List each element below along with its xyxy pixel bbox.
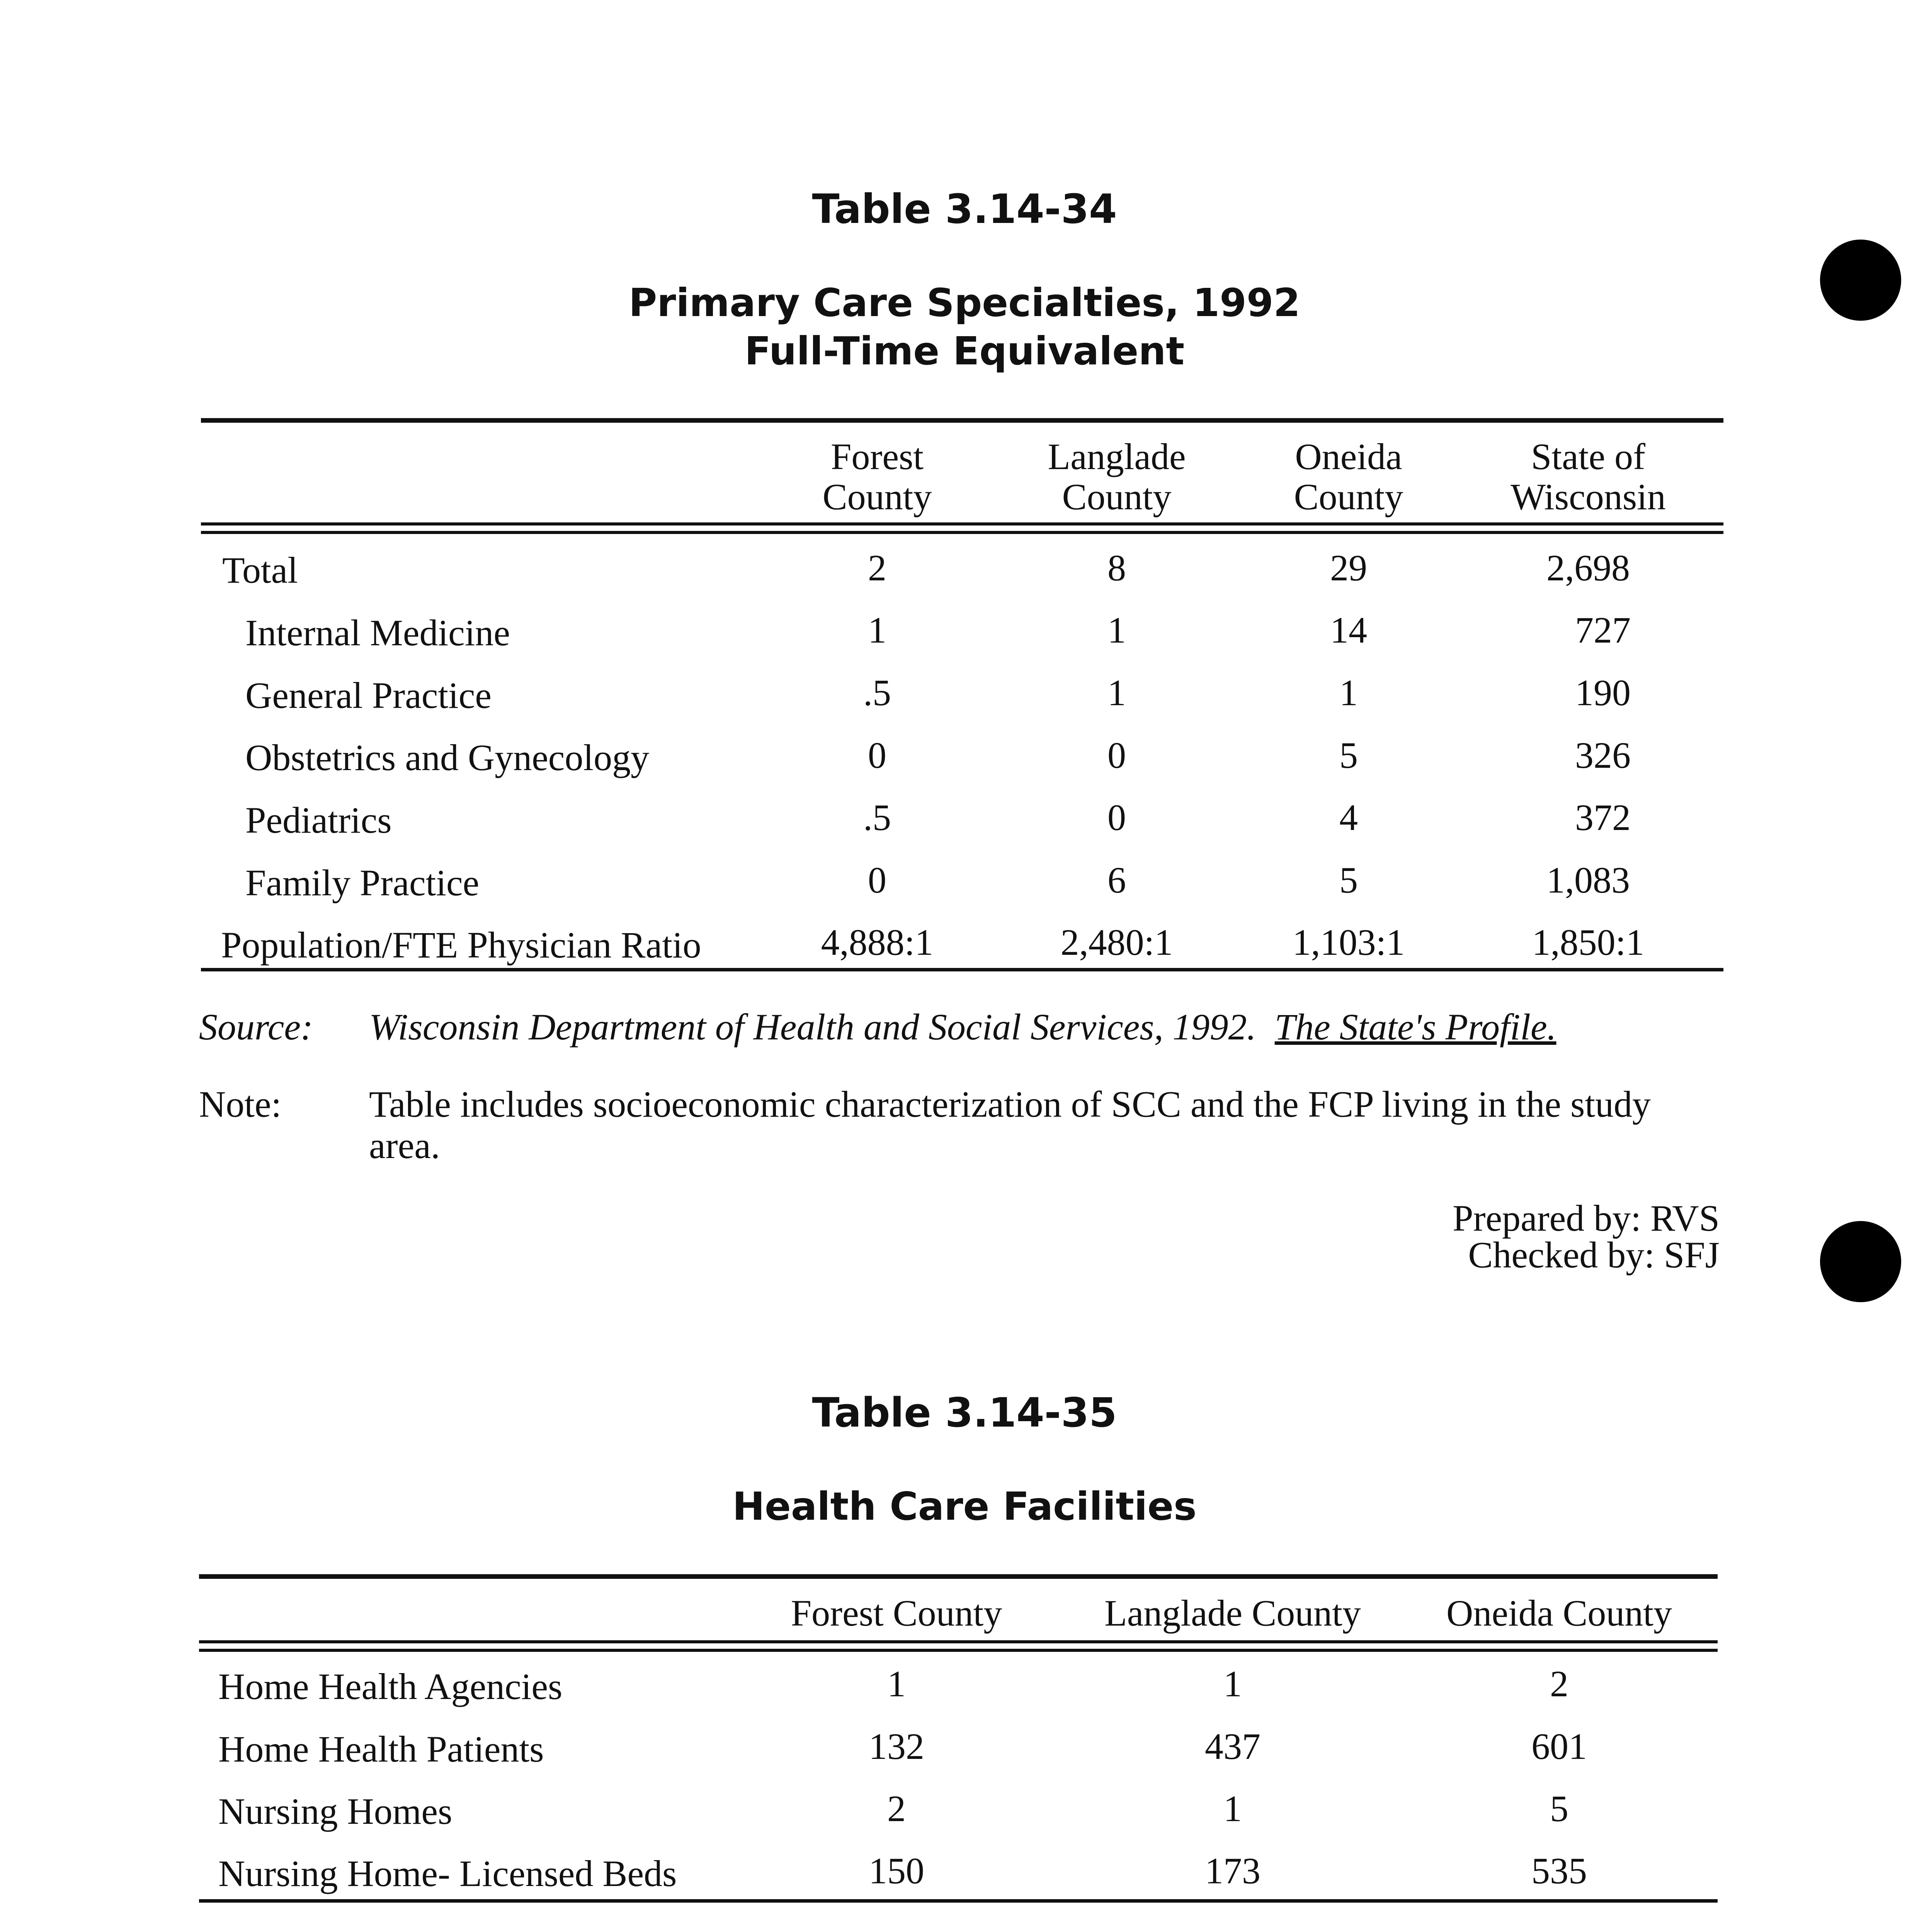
table1-row-label: Obstetrics and Gynecology	[245, 737, 650, 778]
table2-bottom-rule	[199, 1899, 1718, 1903]
table1-note-line1: Table includes socioeconomic characterization of SCC and the FCP living in the study	[369, 1083, 1651, 1125]
table1-cell: .5	[863, 672, 891, 713]
table1-row-label: Pediatrics	[245, 799, 392, 841]
table2-cell: 437	[1205, 1726, 1260, 1767]
table1-cell: 1	[1107, 672, 1126, 713]
table1-bottom-rule	[201, 968, 1723, 971]
table2-row-label: Home Health Agencies	[218, 1666, 563, 1707]
table2-col-oneida: Oneida County	[1446, 1592, 1672, 1634]
table1-number: Table 3.14-34	[812, 185, 1117, 233]
table1-cell: 0	[1107, 735, 1126, 776]
table1-cell: 4	[1339, 797, 1358, 838]
table1-source-link: The State's Profile.	[1274, 1006, 1556, 1048]
table1-cell: 2	[868, 547, 886, 588]
table1-source-text: Wisconsin Department of Health and Social Services, 1992. The State's Profile.	[369, 1006, 1556, 1048]
table1-cell: 1,850:1	[1532, 922, 1645, 963]
table1-cell: 190	[1575, 672, 1631, 713]
table1-cell: 6	[1107, 859, 1126, 901]
table2-cell: 2	[887, 1788, 906, 1829]
table1-row-label: Family Practice	[245, 862, 480, 903]
table1-cell: .5	[863, 797, 891, 838]
table1-cell: 372	[1575, 797, 1631, 838]
table1-cell: 1	[1107, 609, 1126, 651]
table1-col-state: State of Wisconsin	[1511, 436, 1666, 517]
table1-cell: 1,103:1	[1292, 922, 1405, 963]
table1-cell: 2,480:1	[1060, 922, 1173, 963]
table1-top-rule	[201, 418, 1723, 423]
table1-cell: 1,083	[1546, 859, 1630, 901]
table1-row-label: Population/FTE Physician Ratio	[221, 924, 701, 966]
table2-header-rule-a	[199, 1640, 1718, 1643]
table2-col-langlade: Langlade County	[1104, 1592, 1361, 1634]
table2-row-label: Home Health Patients	[218, 1728, 544, 1770]
table1-cell: 0	[868, 735, 886, 776]
table1-note-label: Note:	[199, 1083, 282, 1125]
table2-cell: 150	[869, 1850, 924, 1891]
table1-cell: 727	[1575, 609, 1631, 651]
table2-number: Table 3.14-35	[812, 1389, 1117, 1436]
table1-header-rule-a	[201, 522, 1723, 526]
table2-col-forest: Forest County	[791, 1592, 1002, 1634]
table1-source-label: Source:	[199, 1006, 313, 1048]
table1-col-forest: Forest County	[822, 436, 932, 517]
punch-hole-middle	[1820, 1221, 1901, 1302]
table2-title: Health Care Facilities	[732, 1484, 1197, 1529]
table1-row-label: Total	[222, 549, 298, 591]
table1-cell: 14	[1330, 609, 1367, 651]
table2-cell: 173	[1205, 1850, 1260, 1891]
table2-cell: 601	[1531, 1726, 1587, 1767]
table1-col-oneida: Oneida County	[1294, 436, 1403, 517]
table2-row-label: Nursing Homes	[218, 1791, 452, 1832]
table1-header-rule-b	[201, 531, 1723, 534]
table2-cell: 1	[887, 1663, 906, 1704]
table1-cell: 0	[1107, 797, 1126, 838]
table2-cell: 132	[869, 1726, 924, 1767]
table1-cell: 29	[1330, 547, 1367, 588]
table1-checked-by: Checked by: SFJ	[1468, 1234, 1720, 1276]
table2-cell: 1	[1223, 1788, 1242, 1829]
table2-cell: 5	[1550, 1788, 1568, 1829]
table1-prepared-by: Prepared by: RVS	[1453, 1197, 1720, 1239]
table2-row-label: Nursing Home- Licensed Beds	[218, 1853, 677, 1894]
table1-cell: 1	[1339, 672, 1358, 713]
table2-cell: 1	[1223, 1663, 1242, 1704]
table1-cell: 4,888:1	[821, 922, 934, 963]
table1-cell: 5	[1339, 735, 1358, 776]
table1-cell: 8	[1107, 547, 1126, 588]
table1-title: Primary Care Specialties, 1992	[629, 280, 1300, 325]
table2-header-rule-b	[199, 1649, 1718, 1652]
table1-cell: 2,698	[1546, 547, 1630, 588]
table2-cell: 535	[1531, 1850, 1587, 1891]
table1-cell: 0	[868, 859, 886, 901]
table1-row-label: General Practice	[245, 675, 492, 716]
table1-cell: 1	[868, 609, 886, 651]
table2-cell: 2	[1550, 1663, 1568, 1704]
table2-top-rule	[199, 1574, 1718, 1579]
table1-note-line2: area.	[369, 1125, 440, 1166]
table1-cell: 326	[1575, 735, 1631, 776]
table1-row-label: Internal Medicine	[245, 612, 510, 653]
table1-cell: 5	[1339, 859, 1358, 901]
table1-col-langlade: Langlade County	[1048, 436, 1186, 517]
table1-subtitle: Full-Time Equivalent	[744, 328, 1185, 374]
